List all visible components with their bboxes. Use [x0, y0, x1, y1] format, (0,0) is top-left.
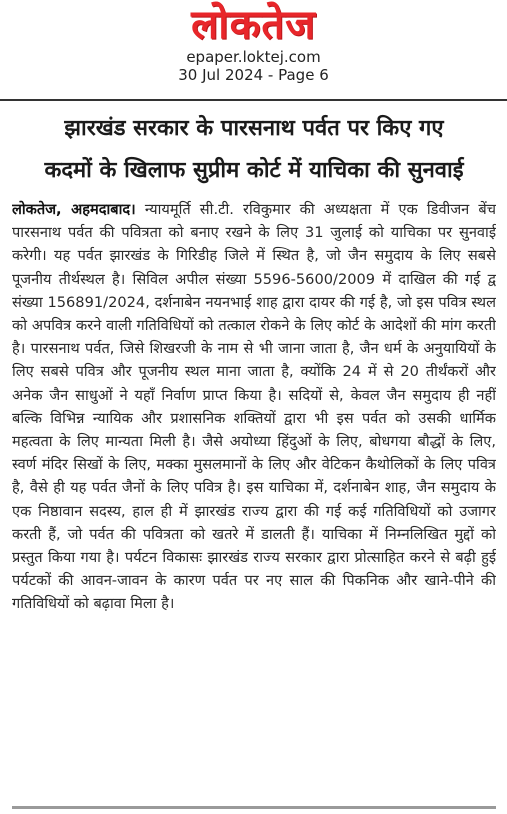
- article-headline: [12, 108, 496, 192]
- headline-line-1: झारखंड सरकार के पारसनाथ पर्वत पर किए गए: [64, 116, 444, 141]
- newspaper-logo: लोकतेज: [191, 2, 316, 48]
- article-body: [12, 198, 496, 616]
- site-url[interactable]: epaper.loktej.com: [186, 48, 321, 66]
- masthead: [0, 0, 507, 96]
- bottom-divider: [12, 806, 496, 809]
- article-clipping: [12, 108, 496, 796]
- headline-line-2: कदमों के खिलाफ सुप्रीम कोर्ट में याचिका की सुनवाई: [44, 158, 464, 183]
- article-dateline: लोकतेज, अहमदाबाद।: [12, 201, 136, 218]
- article-body-text: न्यायमूर्ति सी.टी. रविकुमार की अध्यक्षता में एक डिवीजन बेंच पारसनाथ पर्वत की पवित्रता को बनाए रखने के लिए 31 जुलाई को याचिका पर सुनवाई करेगी। यह पर्वत झारखंड के गिरिडीह जिले में स्थित है, जो जैन समुदाय के लिए सबसे पूजनीय तीर्थस्थल है। सिविल अपील संख्या 5596-5600/2009 में दाखिल की गई द्व संख्या 156891/2024, दर्शनाबेन नयनभाई शाह द्वारा दायर की गई है, जो इस पवित्र स्थल को अपवित्र करने वाली गतिविधियों को तत्काल रोकने के लिए कोर्ट के आदेशों की मांग करती है। पारसनाथ पर्वत, जिसे शिखरजी के नाम से भी जाना जाता है, जैन धर्म के अनुयायियों के लिए सबसे पवित्र और पूजनीय स्थल माना जाता है, क्योंकि 24 में से 20 तीर्थंकरों और अनेक जैन साधुओं ने यहाँ निर्वाण प्राप्त किया है। सदियों से, केवल जैन समुदाय ही नहीं बल्कि विभिन्न न्यायिक और प्रशासनिक शक्तियों द्वारा भी इस पर्वत को उसकी धार्मिक महत्वता के लिए मान्यता मिली है। जैसे अयोध्या हिंदुओं के लिए, बोधगया बौद्धों के लिए, स्वर्ण मंदिर सिखों के लिए, मक्का मुसलमानों के लिए और वेटिकन कैथोलिकों के लिए पवित्र है, वैसे ही यह पर्वत जैनों के लिए पवित्र है। इस याचिका में, दर्शनाबेन शाह, जैन समुदाय के एक निष्ठावान सदस्य, हाल ही में झारखंड राज्य द्वारा की गई कई गतिविधियों को उजागर करती हैं, जो पर्वत की पवित्रता को खतरे में डालती हैं। याचिका में निम्नलिखित मुद्दों को प्रस्तुत किया गया है। पर्यटन विकासः झारखंड राज्य सरकार द्वारा प्रोत्साहित करने से बढ़ी हुई पर्यटकों की आवन-जावन के कारण पर्वत पर नए साल की पिकनिक और खाने-पीने की गतिविधियों को बढ़ावा मिला है।: [12, 201, 496, 613]
- edition-date-page: 30 Jul 2024 - Page 6: [178, 66, 329, 84]
- top-divider: [0, 99, 507, 101]
